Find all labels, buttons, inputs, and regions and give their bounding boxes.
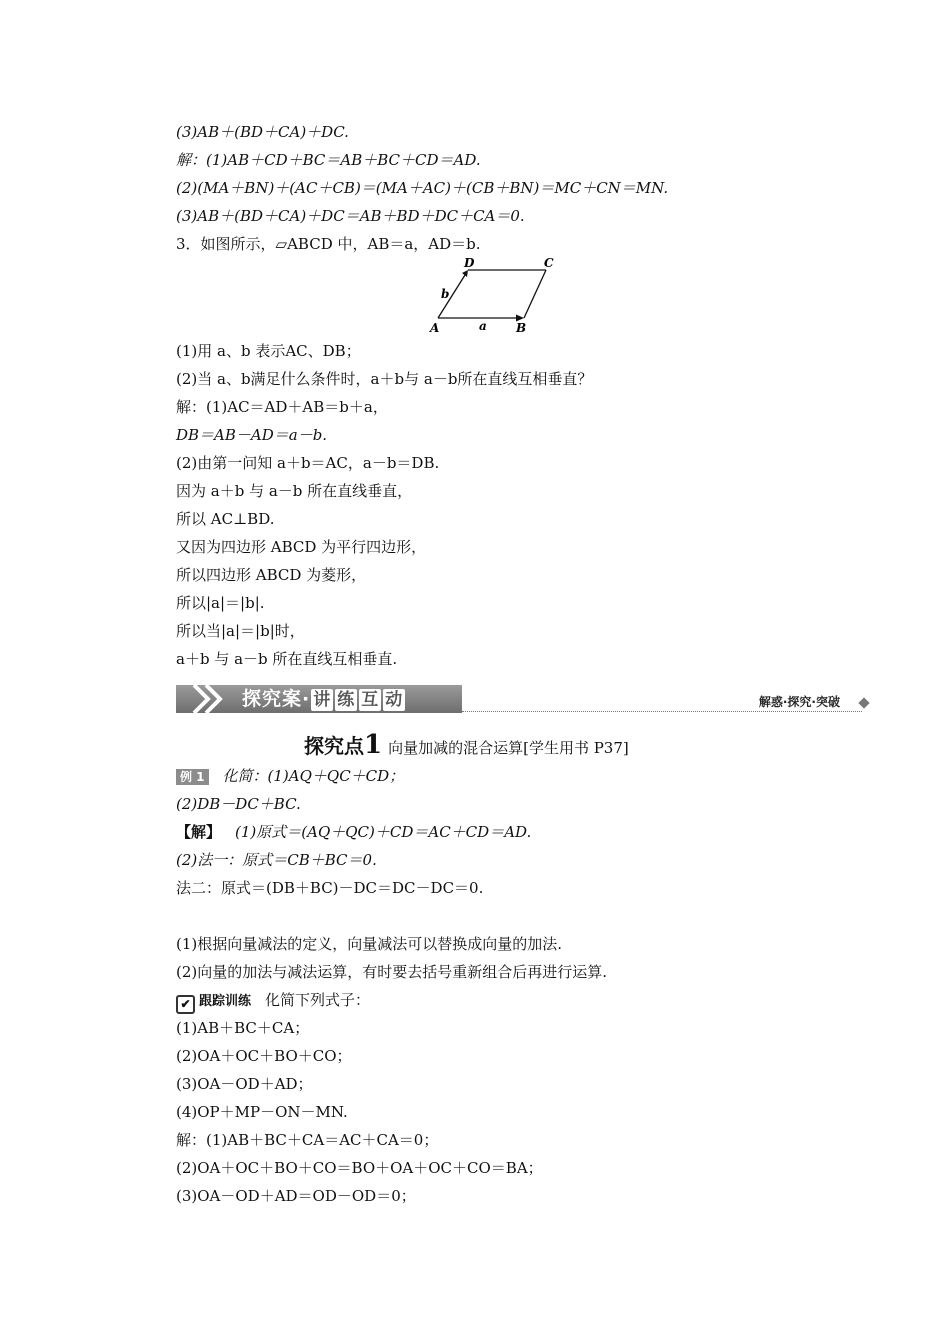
- diamond-icon: [858, 697, 869, 708]
- text-line: (3)AB＋(BD＋CA)＋DC.: [176, 123, 349, 141]
- banner-title-box: 互: [361, 690, 380, 710]
- vertex-label-c: C: [544, 256, 554, 270]
- section-heading-number: 1: [364, 730, 383, 760]
- example-question: [176, 766, 404, 786]
- banner-subtitle: 解惑·探究·突破: [758, 695, 840, 709]
- section-banner: [176, 681, 870, 717]
- text-line: (3)AB＋(BD＋CA)＋DC＝AB＋BD＋DC＋CA＝0.: [176, 207, 525, 225]
- banner-title-box: 动: [385, 690, 404, 710]
- chevron-right-icon: [190, 683, 226, 715]
- vector-label-b: b: [441, 287, 450, 301]
- banner-title-prefix: 探究案·: [242, 688, 311, 710]
- practice-intro: 化简下列式子：: [265, 991, 371, 1009]
- text-line: 又因为四边形 ABCD 为平行四边形，: [176, 538, 427, 556]
- practice-item: (2)OA＋OC＋BO＋CO＝BO＋OA＋OC＋CO＝BA；: [176, 1159, 543, 1177]
- text-line: 解：(1)AC＝AD＋AB＝b＋a，: [176, 398, 388, 416]
- text-line: a＋b 与 a－b 所在直线互相垂直.: [176, 650, 398, 668]
- text-line: DB＝AB－AD＝a－b.: [176, 426, 328, 444]
- text-line: 因为 a＋b 与 a－b 所在直线垂直，: [176, 482, 413, 500]
- practice-heading: [176, 990, 370, 1014]
- text-line: 所以 AC⊥BD.: [176, 510, 275, 528]
- text-line: 所以四边形 ABCD 为菱形，: [176, 566, 367, 584]
- solution-line: 法二：原式＝(DB＋BC)－DC＝DC－DC＝0.: [176, 879, 484, 897]
- text-line: (2)(MA＋BN)＋(AC＋CB)＝(MA＋AC)＋(CB＋BN)＝MC＋CN＝MN.: [176, 179, 669, 197]
- text-line: 解：(1)AB＋CD＋BC＝AB＋BC＋CD＝AD.: [176, 151, 481, 169]
- section-heading-label: 探究点: [304, 734, 364, 758]
- note-line: (1)根据向量减法的定义，向量减法可以替换成向量的加法.: [176, 935, 563, 953]
- practice-item: (4)OP＋MP－ON－MN.: [176, 1103, 348, 1121]
- practice-item: 解：(1)AB＋BC＋CA＝AC＋CA＝0；: [176, 1131, 439, 1149]
- check-icon: ✔: [176, 995, 195, 1014]
- vector-label-a: a: [479, 319, 487, 333]
- practice-item: (2)OA＋OC＋BO＋CO；: [176, 1047, 352, 1065]
- banner-title-box: 讲: [313, 690, 332, 710]
- example-line: (2)DB－DC＋BC.: [176, 795, 301, 813]
- practice-item: (1)AB＋BC＋CA；: [176, 1019, 310, 1037]
- example-line: 化简：(1)AQ＋QC＋CD；: [222, 767, 405, 785]
- parallelogram-figure: [418, 256, 558, 338]
- section-heading-subtitle: 向量加减的混合运算[学生用书 P37]: [388, 739, 629, 757]
- practice-item: (3)OA－OD＋AD＝OD－OD＝0；: [176, 1187, 416, 1205]
- vertex-label-d: D: [464, 256, 475, 270]
- solution-line: (2)法一：原式＝CB＋BC＝0.: [176, 851, 377, 869]
- vertex-label-a: A: [430, 321, 440, 335]
- practice-label: 跟踪训练: [199, 994, 252, 1009]
- example-tag: 例 1: [176, 769, 209, 785]
- solution-line: [176, 822, 531, 842]
- text-line: 3．如图所示，▱ABCD 中，AB＝a，AD＝b.: [176, 235, 481, 253]
- section-heading: [304, 730, 629, 760]
- text-line: (2)当 a、b满足什么条件时，a＋b与 a－b所在直线互相垂直？: [176, 370, 593, 388]
- text-line: (2)由第一问知 a＋b＝AC，a－b＝DB.: [176, 454, 440, 472]
- note-line: (2)向量的加法与减法运算，有时要去括号重新组合后再进行运算.: [176, 963, 608, 981]
- solution-text: (1)原式＝(AQ＋QC)＋CD＝AC＋CD＝AD.: [235, 823, 532, 841]
- banner-title: [242, 685, 406, 713]
- solution-tag: 【解】: [176, 823, 222, 841]
- banner-rule: [462, 711, 862, 712]
- vertex-label-b: B: [516, 321, 527, 335]
- text-line: 所以|a|＝|b|.: [176, 594, 265, 612]
- practice-item: (3)OA－OD＋AD；: [176, 1075, 313, 1093]
- text-line: (1)用 a、b 表示AC、DB；: [176, 342, 361, 360]
- text-line: 所以当|a|＝|b|时，: [176, 622, 305, 640]
- banner-title-box: 练: [337, 690, 356, 710]
